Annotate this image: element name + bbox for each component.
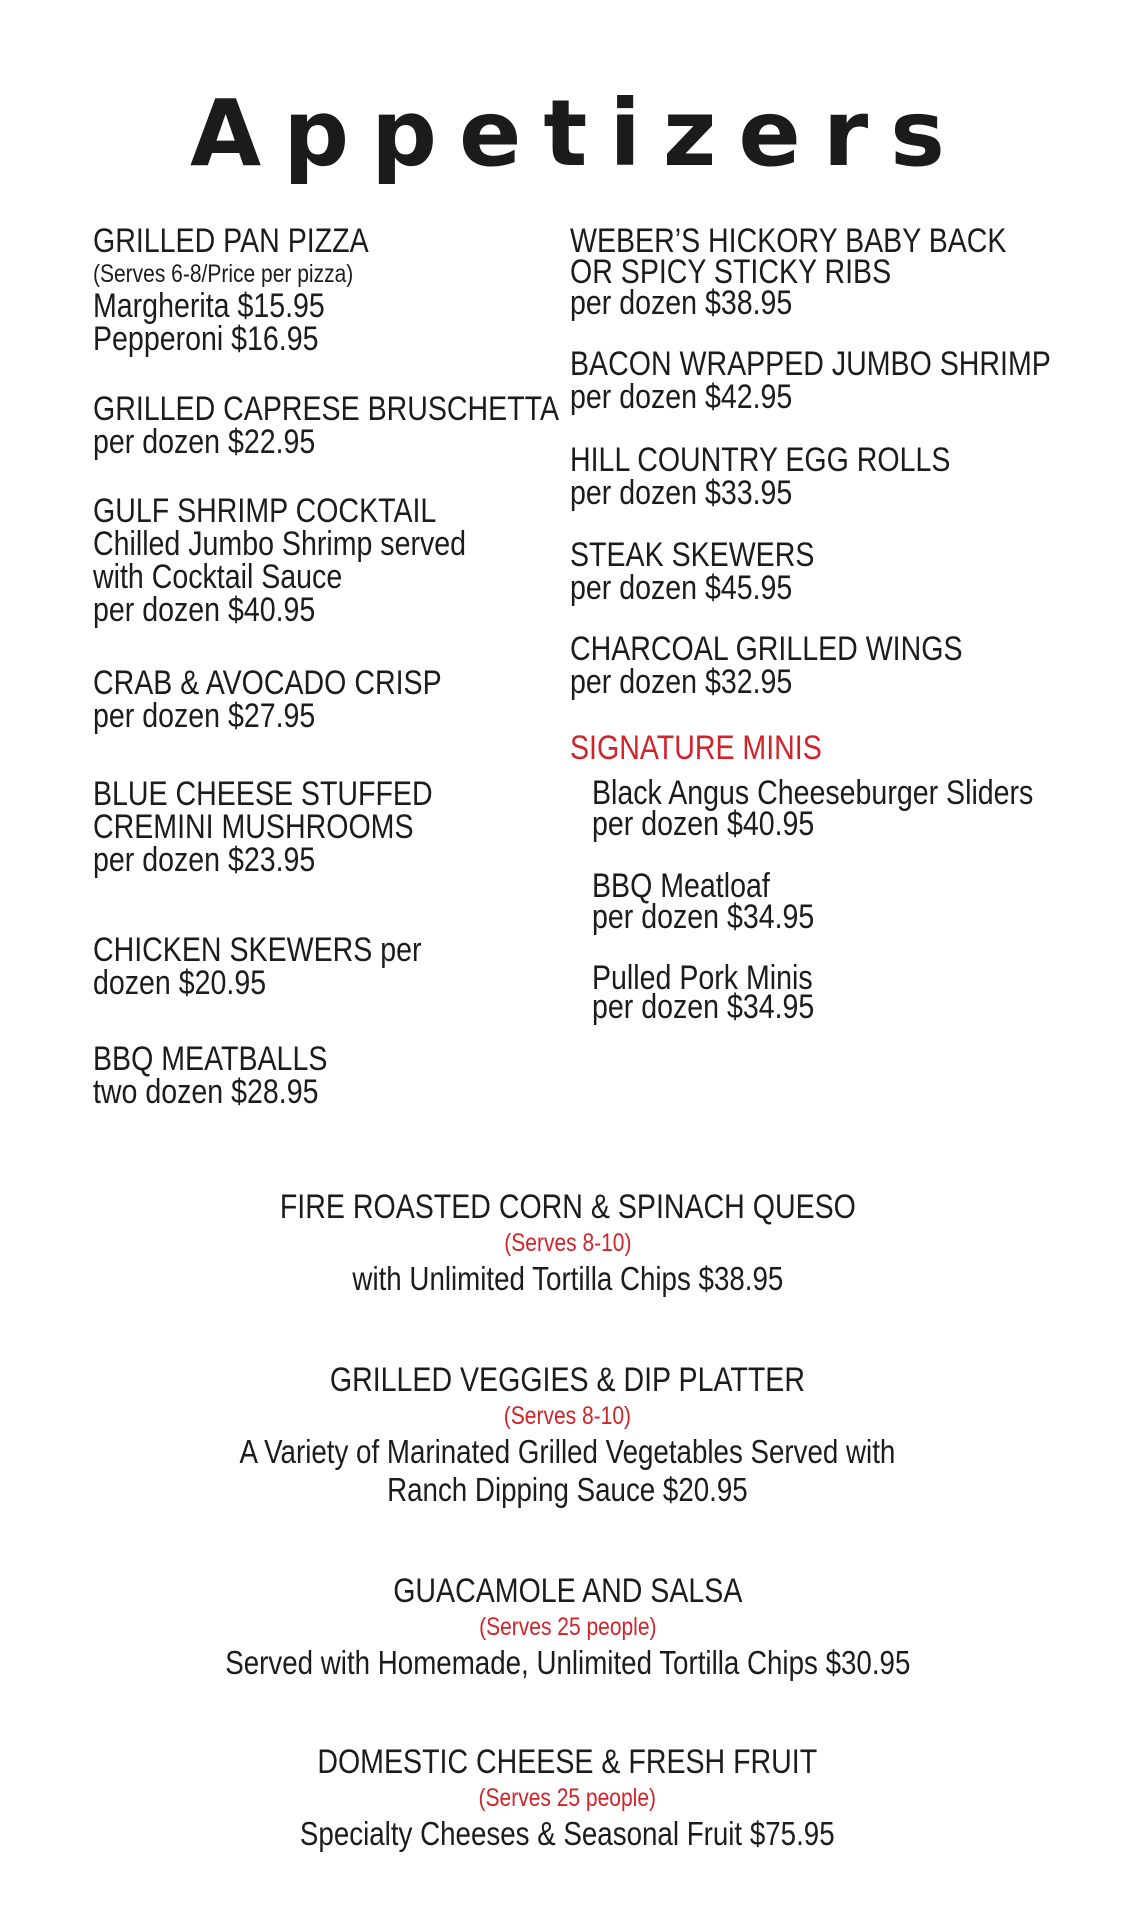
signature-mini-sliders [592,774,1034,843]
item-name: BBQ MEATBALLS [93,1040,328,1078]
signature-mini-pulled-pork [592,959,815,1026]
item-name: HILL COUNTRY EGG ROLLS [570,441,951,479]
item-note: (Serves 6-8/Price per pizza) [93,260,354,288]
item-name: GRILLED CAPRESE BRUSCHETTA [93,390,560,428]
item-price: dozen $20.95 [93,964,267,1002]
item-name: BACON WRAPPED JUMBO SHRIMP [570,345,1051,383]
platter-serves: (Serves 25 people) [478,1613,657,1641]
item-price: per dozen $33.95 [570,474,793,512]
item-price: per dozen $34.95 [592,898,815,936]
platter-cheese-fruit [0,1743,1135,1853]
item-name: WEBER’S HICKORY BABY BACK [570,222,1007,260]
item-name: BLUE CHEESE STUFFED [93,775,433,813]
platter-desc: Specialty Cheeses & Seasonal Fruit $75.95 [300,1815,835,1852]
menu-item-caprese-bruschetta [93,390,560,461]
platter-serves: (Serves 25 people) [478,1784,657,1812]
platter-grilled-veggies [0,1361,1135,1509]
item-name: CHICKEN SKEWERS per [93,931,422,969]
item-name: GRILLED PAN PIZZA [93,222,369,260]
menu-item-bacon-shrimp [570,345,1051,416]
platter-name: FIRE ROASTED CORN & SPINACH QUESO [279,1188,856,1226]
platter-guacamole-salsa [0,1572,1135,1682]
item-desc: Chilled Jumbo Shrimp served [93,525,467,563]
item-price: per dozen $27.95 [93,697,316,735]
menu-item-chicken-skewers [93,931,422,1002]
item-price: per dozen $32.95 [570,663,793,701]
item-price: per dozen $42.95 [570,378,793,416]
item-name: Pulled Pork Minis [592,959,813,997]
menu-item-crab-avocado-crisp [93,664,442,735]
item-price: per dozen $40.95 [592,805,815,843]
platter-desc: Served with Homemade, Unlimited Tortilla Chips $30.95 [224,1644,911,1681]
platter-serves: (Serves 8-10) [503,1402,632,1430]
menu-item-bbq-meatballs [93,1040,328,1111]
platter-desc: A Variety of Marinated Grilled Vegetables Served with [239,1433,896,1470]
platter-name: DOMESTIC CHEESE & FRESH FRUIT [317,1743,818,1781]
item-price: per dozen $40.95 [93,591,316,629]
item-name: STEAK SKEWERS [570,536,815,574]
menu-item-stuffed-mushrooms [93,775,433,879]
item-name: CHARCOAL GRILLED WINGS [570,630,963,668]
item-name: BBQ Meatloaf [592,867,770,905]
item-price: Margherita $15.95 [93,287,325,325]
menu-item-gulf-shrimp-cocktail [93,492,467,629]
menu-item-steak-skewers [570,536,815,607]
item-name: GULF SHRIMP COCKTAIL [93,492,437,530]
platter-queso [0,1188,1135,1298]
item-name: CRAB & AVOCADO CRISP [93,664,442,702]
platter-desc: Ranch Dipping Sauce $20.95 [387,1471,748,1508]
platter-serves: (Serves 8-10) [503,1229,632,1257]
menu-item-ribs [570,222,1007,322]
platter-name: GRILLED VEGGIES & DIP PLATTER [329,1361,806,1399]
item-price: two dozen $28.95 [93,1073,319,1111]
item-name: Black Angus Cheeseburger Sliders [592,774,1034,812]
item-price: per dozen $34.95 [592,988,815,1026]
item-price: Pepperoni $16.95 [93,320,319,358]
item-price: per dozen $23.95 [93,841,316,879]
platter-name: GUACAMOLE AND SALSA [392,1572,743,1610]
item-price: per dozen $38.95 [570,284,793,322]
item-desc: with Cocktail Sauce [93,558,343,596]
item-price: per dozen $22.95 [93,423,316,461]
item-desc: OR SPICY STICKY RIBS [570,253,892,291]
menu-item-egg-rolls [570,441,951,512]
platter-desc: with Unlimited Tortilla Chips $38.95 [352,1260,783,1297]
item-desc: CREMINI MUSHROOMS [93,808,414,846]
item-price: per dozen $45.95 [570,569,793,607]
signature-minis-heading: SIGNATURE MINIS [570,729,822,767]
page-title: Appetizers [190,80,967,187]
menu-item-grilled-wings [570,630,963,701]
signature-mini-meatloaf [592,867,815,936]
menu-item-grilled-pan-pizza [93,222,369,358]
